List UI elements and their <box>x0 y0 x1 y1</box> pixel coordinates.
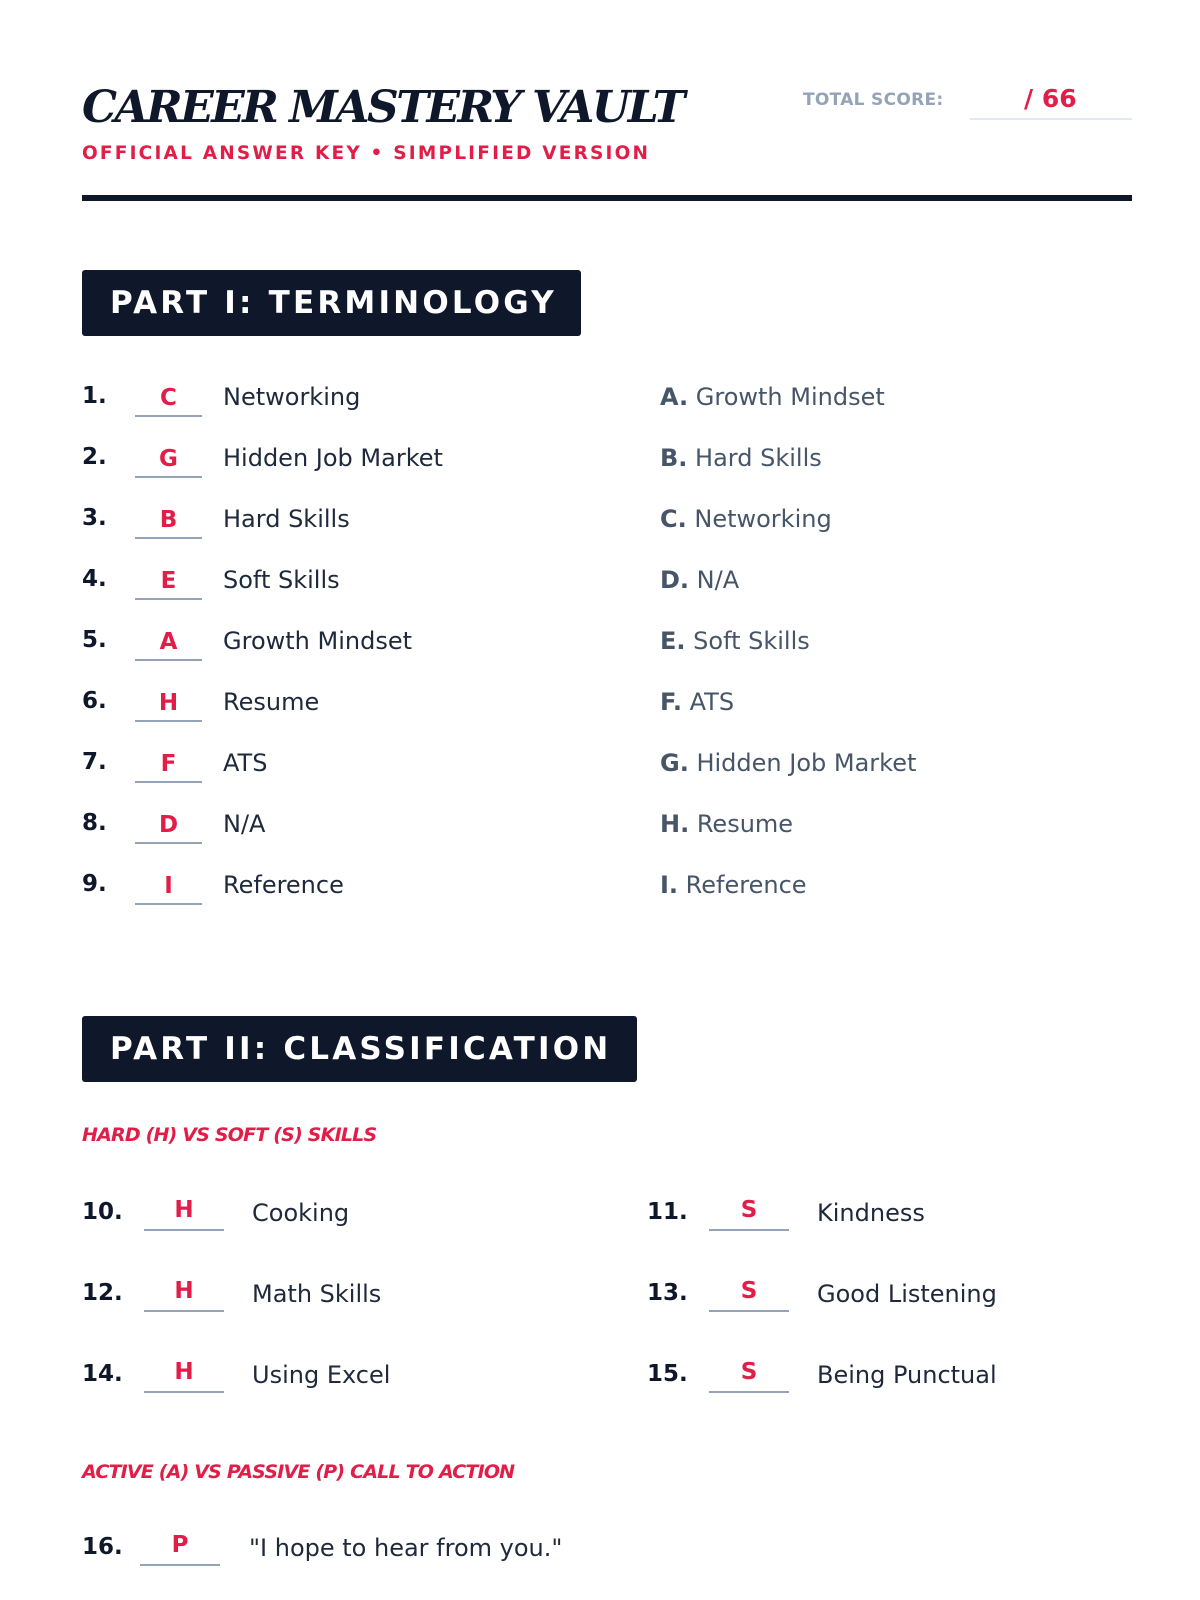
option-letter: I. <box>660 871 679 899</box>
option-item <box>660 444 822 472</box>
call-to-action-heading: ACTIVE (A) VS PASSIVE (P) CALL TO ACTION <box>82 1461 515 1483</box>
option-item <box>660 383 885 411</box>
option-item <box>660 688 734 716</box>
option-letter: E. <box>660 627 686 655</box>
item-text: "I hope to hear from you." <box>249 1534 563 1562</box>
answer-blank[interactable]: E <box>135 564 202 600</box>
answer-blank[interactable]: G <box>135 442 202 478</box>
term-text: Hard Skills <box>223 505 350 533</box>
classification-item <box>82 1532 642 1576</box>
option-letter: H. <box>660 810 690 838</box>
answer-blank[interactable]: S <box>709 1272 789 1312</box>
question-number: 11. <box>647 1199 688 1225</box>
question-number: 7. <box>82 749 107 775</box>
answer-blank[interactable]: S <box>709 1353 789 1393</box>
question-number: 8. <box>82 810 107 836</box>
option-item <box>660 749 916 777</box>
item-text: Using Excel <box>252 1361 391 1389</box>
part2-section-header: PART II: CLASSIFICATION <box>82 1016 637 1082</box>
question-number: 14. <box>82 1361 123 1387</box>
option-text: Hidden Job Market <box>688 749 917 777</box>
question-number: 10. <box>82 1199 123 1225</box>
classification-item <box>647 1278 1200 1322</box>
option-letter: G. <box>660 749 689 777</box>
answer-blank[interactable]: D <box>135 808 202 844</box>
question-number: 5. <box>82 627 107 653</box>
item-text: Cooking <box>252 1199 350 1227</box>
option-item <box>660 505 832 533</box>
item-text: Being Punctual <box>817 1361 997 1389</box>
terminology-row <box>0 627 1200 667</box>
terminology-row <box>0 810 1200 850</box>
option-item <box>660 566 739 594</box>
item-text: Good Listening <box>817 1280 997 1308</box>
option-text: Growth Mindset <box>688 383 885 411</box>
terminology-row <box>0 749 1200 789</box>
page-title: CAREER MASTERY VAULT <box>82 82 683 133</box>
option-text: Reference <box>678 871 807 899</box>
question-number: 15. <box>647 1361 688 1387</box>
option-letter: A. <box>660 383 689 411</box>
answer-blank[interactable]: C <box>135 381 202 417</box>
option-item <box>660 810 793 838</box>
answer-blank[interactable]: H <box>144 1353 224 1393</box>
option-text: Soft Skills <box>685 627 810 655</box>
question-number: 4. <box>82 566 107 592</box>
question-number: 16. <box>82 1534 123 1560</box>
answer-blank[interactable]: H <box>135 686 202 722</box>
option-text: Resume <box>689 810 794 838</box>
item-text: Kindness <box>817 1199 925 1227</box>
answer-blank[interactable]: I <box>135 869 202 905</box>
option-text: ATS <box>681 688 735 716</box>
item-text: Math Skills <box>252 1280 382 1308</box>
header-divider <box>82 195 1132 201</box>
classification-item <box>82 1278 642 1322</box>
terminology-row <box>0 444 1200 484</box>
question-number: 13. <box>647 1280 688 1306</box>
answer-blank[interactable]: S <box>709 1191 789 1231</box>
term-text: ATS <box>223 749 268 777</box>
total-score-field-underline <box>970 118 1132 120</box>
classification-item <box>82 1197 642 1241</box>
option-text: N/A <box>689 566 740 594</box>
option-text: Networking <box>686 505 832 533</box>
option-item <box>660 871 807 899</box>
page-subtitle: OFFICIAL ANSWER KEY • SIMPLIFIED VERSION <box>82 143 651 164</box>
total-score-value: / 66 <box>1024 84 1077 113</box>
question-number: 6. <box>82 688 107 714</box>
answer-blank[interactable]: B <box>135 503 202 539</box>
terminology-row <box>0 383 1200 423</box>
part1-section-header: PART I: TERMINOLOGY <box>82 270 581 336</box>
answer-blank[interactable]: H <box>144 1191 224 1231</box>
question-number: 3. <box>82 505 107 531</box>
answer-blank[interactable]: A <box>135 625 202 661</box>
term-text: Resume <box>223 688 320 716</box>
term-text: Growth Mindset <box>223 627 412 655</box>
option-letter: C. <box>660 505 687 533</box>
term-text: Reference <box>223 871 344 899</box>
question-number: 12. <box>82 1280 123 1306</box>
answer-blank[interactable]: P <box>140 1526 220 1566</box>
question-number: 1. <box>82 383 107 409</box>
terminology-row <box>0 505 1200 545</box>
question-number: 9. <box>82 871 107 897</box>
terminology-row <box>0 566 1200 606</box>
question-number: 2. <box>82 444 107 470</box>
classification-item <box>82 1359 642 1403</box>
term-text: Soft Skills <box>223 566 340 594</box>
option-text: Hard Skills <box>687 444 822 472</box>
term-text: Networking <box>223 383 361 411</box>
term-text: Hidden Job Market <box>223 444 443 472</box>
option-letter: F. <box>660 688 682 716</box>
term-text: N/A <box>223 810 266 838</box>
hard-soft-skills-heading: HARD (H) VS SOFT (S) SKILLS <box>82 1124 377 1146</box>
classification-item <box>647 1359 1200 1403</box>
classification-item <box>647 1197 1200 1241</box>
total-score-label: TOTAL SCORE: <box>803 90 944 110</box>
option-letter: B. <box>660 444 688 472</box>
option-item <box>660 627 810 655</box>
terminology-row <box>0 688 1200 728</box>
terminology-row <box>0 871 1200 911</box>
answer-blank[interactable]: H <box>144 1272 224 1312</box>
option-letter: D. <box>660 566 690 594</box>
answer-blank[interactable]: F <box>135 747 202 783</box>
